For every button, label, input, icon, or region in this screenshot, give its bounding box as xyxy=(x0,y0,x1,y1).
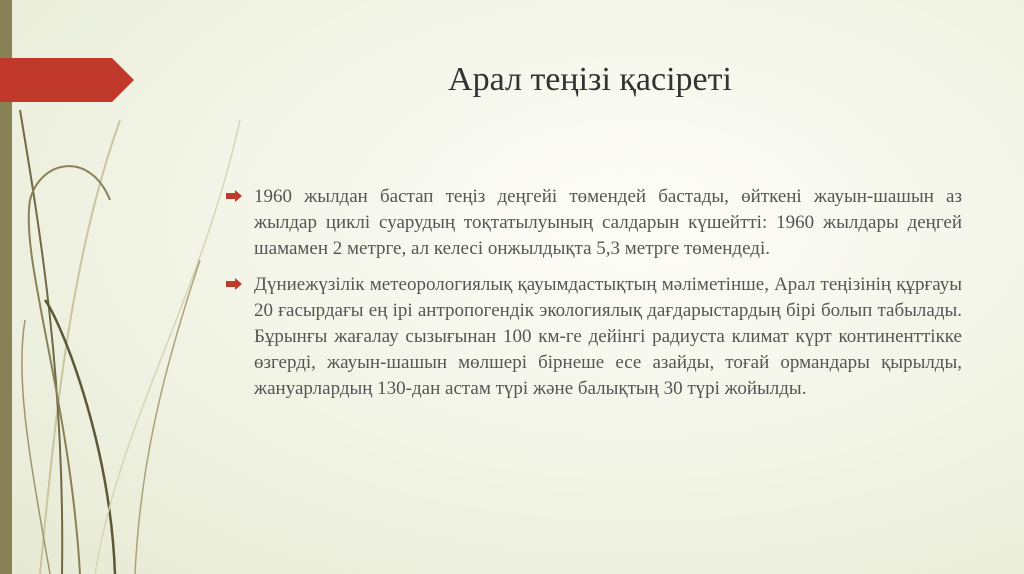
arrow-bullet-icon xyxy=(226,190,242,202)
bullet-text: 1960 жылдан бастап теңіз деңгейі төмендей бастады, өйткені жауын-шашын аз жылдар циклі суарудың тоқтатылуының салдарын күшейтті: 1960 жылдары деңгей шамамен 2 метрге, ал келесі онжылдықта 5,3 метрге төмендеді. xyxy=(254,186,962,259)
bullet-text: Дүниежүзілік метеорологиялық қауымдастықтың мәліметінше, Арал теңізінің құрғауы 20 ғасырдағы ең ірі антропогендік экологиялық дағдарыстардың бірі болып табылады. Бұрынғы жағалау сызығынан 100 км-ге дейінгі радиуста климат күрт континенттікке өзгерді, жауын-шашын мөлшері бірнеше есе азайды, тоғай ормандары қырылды, жануарлардың 130-дан астам түрі және балықтың 30 түрі жойылды. xyxy=(254,274,962,399)
bullet-item xyxy=(226,272,962,402)
title-arrow-shape xyxy=(0,58,134,102)
bullet-item xyxy=(226,184,962,262)
arrow-bullet-icon xyxy=(226,278,242,290)
slide-title: Арал теңізі қасіреті xyxy=(448,61,732,98)
bullet-list xyxy=(226,184,962,412)
